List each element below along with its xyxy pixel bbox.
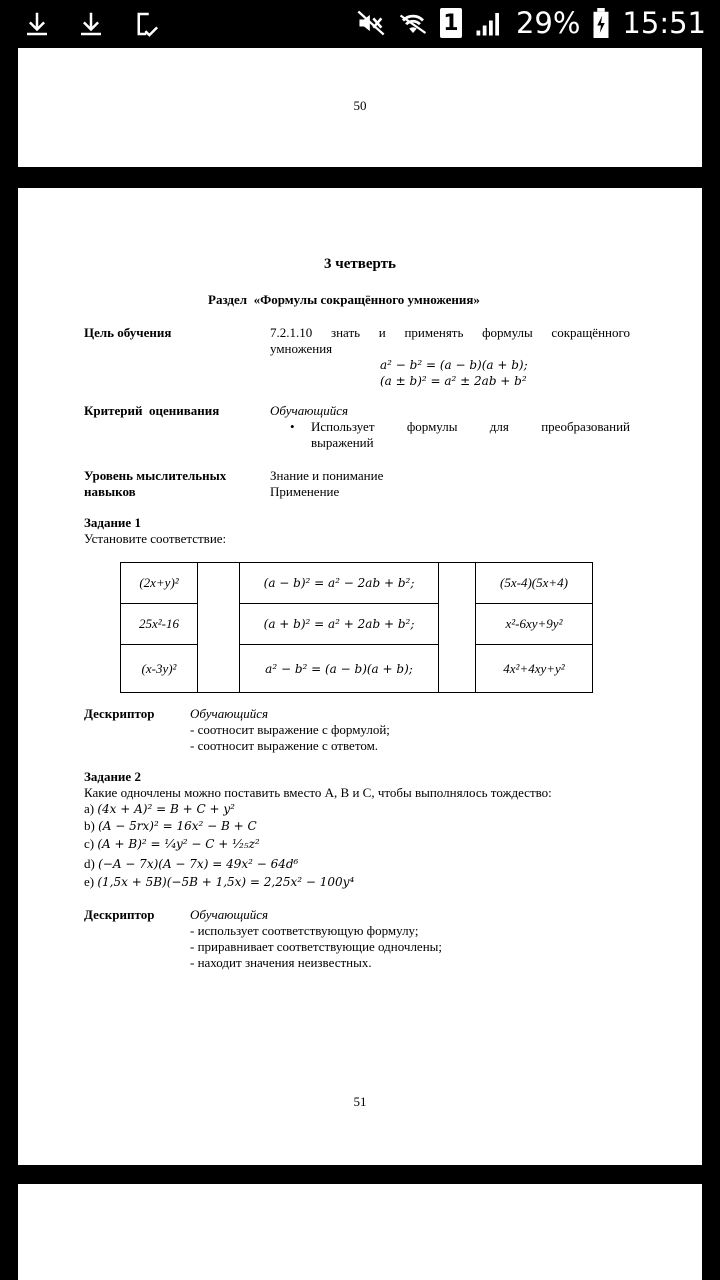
document-page-50: [18, 48, 702, 167]
descriptor2-label: Дескриптор: [84, 907, 155, 922]
signal-icon: [474, 8, 504, 38]
descriptor2-who: Обучающийся: [190, 907, 269, 922]
clipboard-check-icon: [130, 9, 160, 39]
task2-title: Задание 2: [84, 769, 141, 784]
descriptor1-who: Обучающийся: [190, 706, 269, 721]
quarter-heading: 3 четверть: [324, 256, 396, 272]
download-icon: [76, 9, 106, 39]
document-page-52: [18, 1184, 702, 1280]
status-bar: [0, 0, 720, 48]
download-icon: [22, 9, 52, 39]
criterion-bullet-cont: выражений: [311, 435, 374, 450]
bullet-icon: •: [290, 419, 295, 434]
left-expression: (x-3y)²: [121, 645, 198, 693]
right-expression: x²-6xy+9y²: [476, 604, 593, 645]
criterion-bullet: Использует формулы для преобразований: [311, 419, 630, 434]
right-expression: (5x-4)(5x+4): [476, 563, 593, 604]
level-label: Уровень мыслительных: [84, 468, 227, 483]
sim-icon: 1: [440, 8, 462, 38]
task1-title: Задание 1: [84, 515, 141, 530]
goal-formula-1: a² − b² = (a − b)(a + b);: [380, 358, 528, 372]
document-page-51: [18, 188, 702, 1165]
task2-question: Какие одночлены можно поставить вместо A, B и C, чтобы выполнялось тождество:: [84, 785, 552, 800]
section-heading: Раздел «Формулы сокращённого умножения»: [208, 292, 480, 307]
task2-item: d) (−A − 7x)(A − 7x) = 49x² − 64d⁶: [84, 856, 299, 871]
left-expression: 25x²-16: [121, 604, 198, 645]
blank-column: [198, 563, 240, 693]
battery-percent: 29%: [515, 6, 581, 40]
descriptor1-item: - соотносит выражение с ответом.: [190, 738, 379, 753]
level-value-1: Знание и понимание: [270, 468, 384, 483]
formula-cell: (a − b)² = a² − 2ab + b²;: [240, 563, 439, 604]
descriptor2-item: - использует соответствующую формулу;: [190, 923, 419, 938]
level-value-2: Применение: [270, 484, 340, 499]
wifi-icon: [398, 8, 428, 38]
goal-formula-2: (a ± b)² = a² ± 2ab + b²: [380, 374, 527, 388]
descriptor1-item: - соотносит выражение с формулой;: [190, 722, 390, 737]
left-expression: (2x+y)²: [121, 563, 198, 604]
descriptor1-label: Дескриптор: [84, 706, 155, 721]
task2-item: c) (A + B)² = ¹⁄₄y² − C + ¹⁄₂₅z²: [84, 836, 260, 851]
criterion-who: Обучающийся: [270, 403, 349, 418]
level-label-cont: навыков: [84, 484, 136, 499]
table-row: [121, 563, 593, 604]
formula-cell: a² − b² = (a − b)(a + b);: [240, 645, 439, 693]
formula-cell: (a + b)² = a² + 2ab + b²;: [240, 604, 439, 645]
descriptor2-item: - приравнивает соответствующие одночлены;: [190, 939, 443, 954]
battery-charging-icon: [592, 8, 610, 38]
table-row: [121, 645, 593, 693]
table-row: [121, 604, 593, 645]
blank-column: [439, 563, 476, 693]
page-number: 50: [353, 98, 367, 113]
mute-icon: [356, 8, 386, 38]
right-expression: 4x²+4xy+y²: [476, 645, 593, 693]
task1-instruction: Установите соответствие:: [84, 531, 227, 546]
matching-table: [120, 562, 593, 693]
criterion-label: Критерий оценивания: [84, 403, 220, 418]
goal-label: Цель обучения: [84, 325, 172, 340]
task2-item: a) (4x + A)² = B + C + y²: [84, 801, 235, 816]
page-number: 51: [353, 1094, 367, 1109]
task2-item: b) (A − 5rx)² = 16x² − B + C: [84, 818, 257, 833]
clock: 15:51: [622, 6, 706, 40]
goal-text-cont: умножения: [270, 341, 333, 356]
goal-text: 7.2.1.10 знать и применять формулы сокращённого: [270, 325, 630, 340]
descriptor2-item: - находит значения неизвестных.: [190, 955, 372, 970]
task2-item: e) (1,5x + 5B)(−5B + 1,5x) = 2,25x² − 100y⁴: [84, 874, 355, 889]
